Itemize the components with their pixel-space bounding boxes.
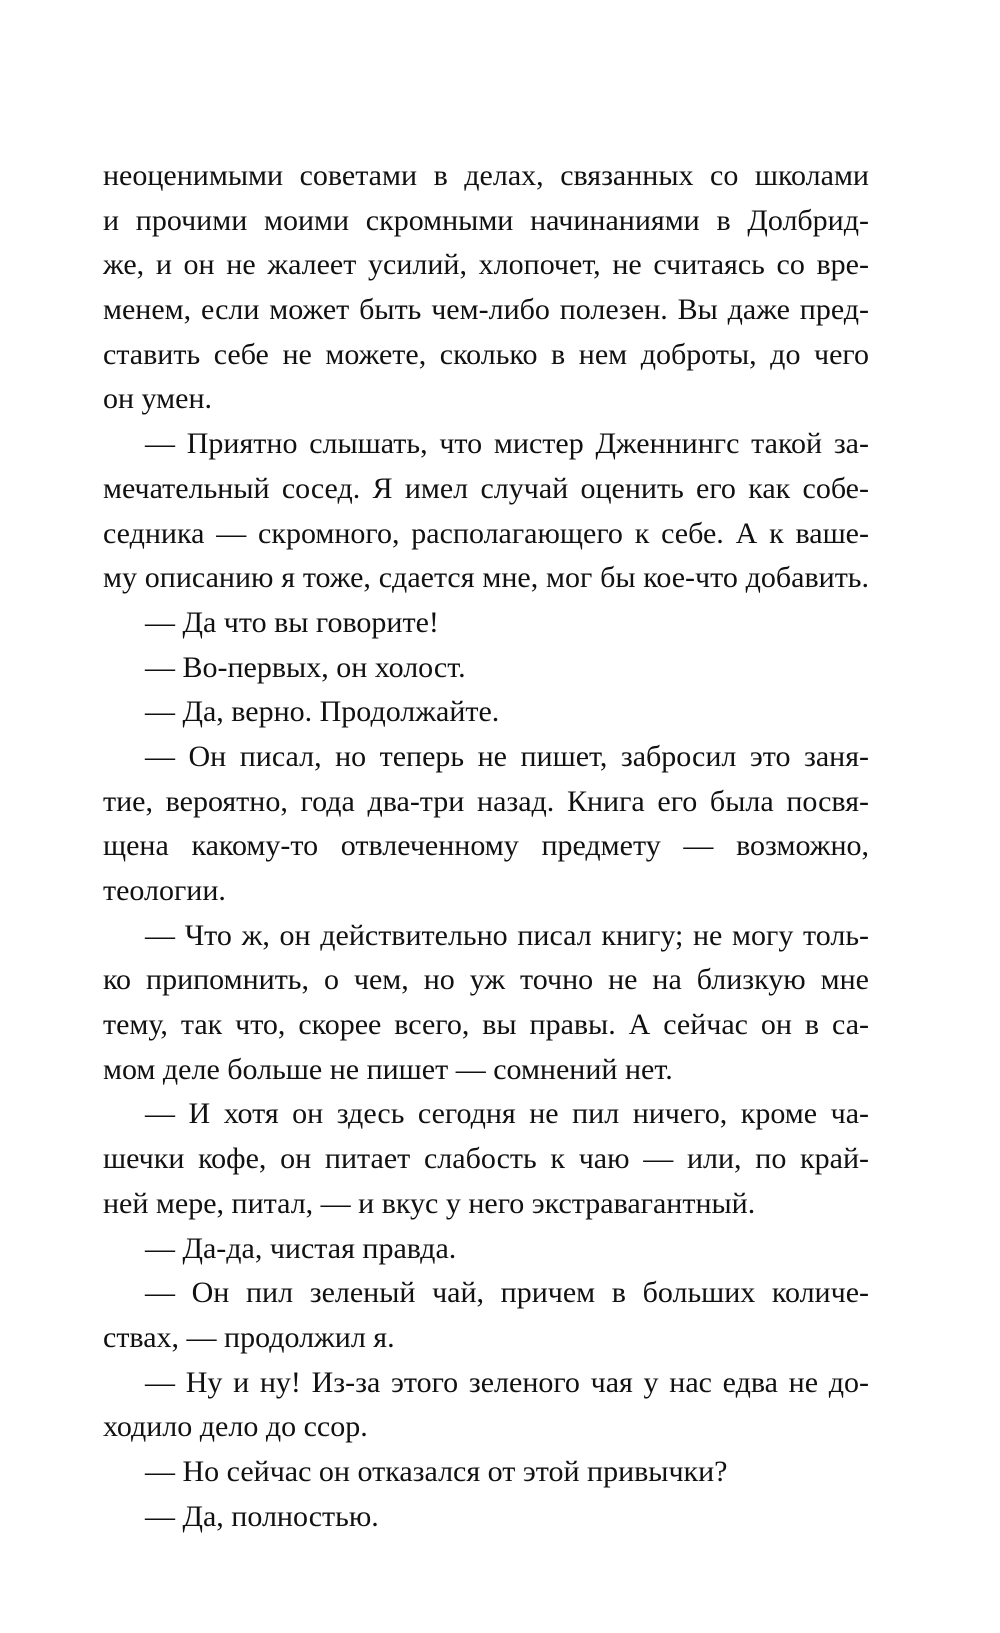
- text-line: му описанию я тоже, сдается мне, мог бы кое-что добавить.: [103, 561, 869, 595]
- text-line: — Да-да, чистая правда.: [145, 1231, 457, 1265]
- text-line: шечки кофе, он питает слабость к чаю — или, по край-: [103, 1142, 869, 1176]
- text-line: — Во-первых, он холост.: [145, 650, 466, 684]
- text-line: ней мере, питал, — и вкус у него экстравагантный.: [103, 1186, 756, 1220]
- text-line: ствах, — продолжил я.: [103, 1320, 395, 1354]
- text-line: ко припомнить, о чем, но уж точно не на близкую мне: [103, 963, 869, 997]
- text-line: ставить себе не можете, сколько в нем доброты, до чего: [103, 337, 869, 371]
- text-line: — Да что вы говорите!: [145, 605, 439, 639]
- text-line: — Что ж, он действительно писал книгу; не могу толь-: [145, 918, 869, 952]
- text-line: седника — скромного, располагающего к себе. А к ваше-: [103, 516, 869, 550]
- text-line: тему, так что, скорее всего, вы правы. А сейчас он в са-: [103, 1008, 869, 1042]
- text-line: тие, вероятно, года два-три назад. Книга его была посвя-: [103, 784, 869, 818]
- text-line: — Да, полностью.: [145, 1499, 379, 1533]
- text-line: — Да, верно. Продолжайте.: [145, 695, 500, 729]
- text-line: теологии.: [103, 874, 226, 907]
- text-line: ходило дело до ссор.: [103, 1410, 368, 1444]
- page-body-text: [103, 154, 869, 1539]
- text-line: щена какому-то отвлеченному предмету — возможно,: [103, 829, 869, 863]
- text-line: мечательный сосед. Я имел случай оценить его как собе-: [103, 471, 869, 505]
- text-line: и прочими моими скромными начинаниями в Долбрид-: [103, 203, 869, 237]
- text-line: — Но сейчас он отказался от этой привычки?: [145, 1454, 728, 1488]
- text-line: менем, если может быть чем-либо полезен. Вы даже пред-: [103, 293, 869, 327]
- text-line: — Он писал, но теперь не пишет, забросил это заня-: [145, 739, 869, 773]
- text-line: — Приятно слышать, что мистер Дженнингс такой за-: [145, 427, 869, 461]
- text-line: — Он пил зеленый чай, причем в больших количе-: [145, 1276, 869, 1310]
- text-line: — Ну и ну! Из-за этого зеленого чая у нас едва не до-: [145, 1365, 869, 1399]
- text-line: же, и он не жалеет усилий, хлопочет, не считаясь со вре-: [103, 248, 869, 282]
- text-line: — И хотя он здесь сегодня не пил ничего, кроме ча-: [145, 1097, 869, 1131]
- text-line: мом деле больше не пишет — сомнений нет.: [103, 1052, 673, 1086]
- text-line: неоценимыми советами в делах, связанных со школами: [103, 159, 869, 192]
- text-line: он умен.: [103, 382, 213, 416]
